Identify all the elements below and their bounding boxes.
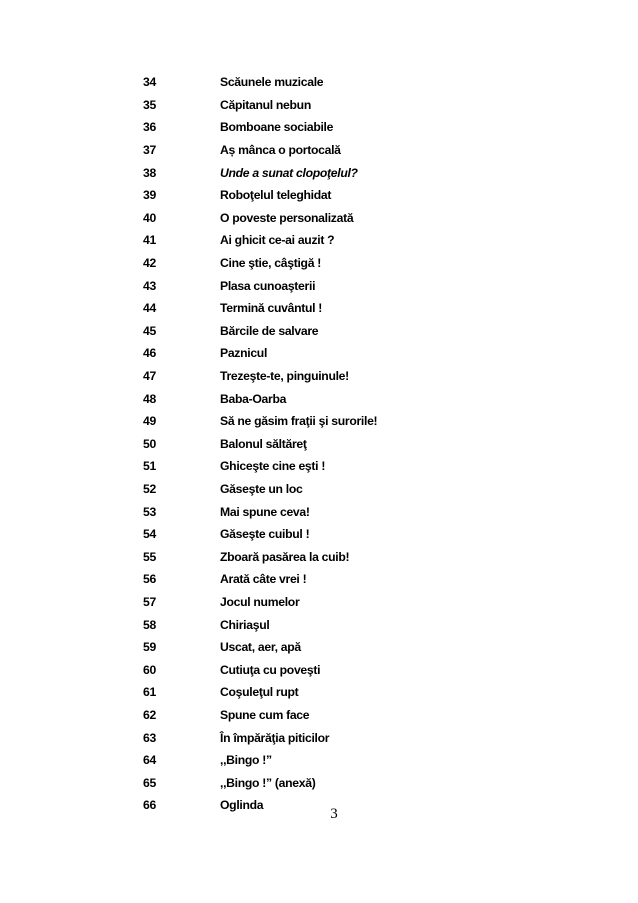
item-title: Aș mânca o portocală bbox=[220, 143, 341, 158]
list-item bbox=[143, 274, 563, 297]
item-title: Termină cuvântul ! bbox=[220, 301, 323, 316]
item-number: 51 bbox=[143, 459, 156, 474]
item-title: Scăunele muzicale bbox=[220, 75, 324, 90]
item-title: Unde a sunat clopoţelul? bbox=[220, 165, 358, 180]
item-number: 43 bbox=[143, 278, 156, 293]
item-number: 52 bbox=[143, 481, 156, 496]
item-number: 48 bbox=[143, 391, 156, 406]
item-number: 66 bbox=[143, 798, 156, 813]
item-title: Chiriaşul bbox=[220, 617, 270, 632]
item-number: 60 bbox=[143, 662, 156, 677]
item-title: Roboţelul teleghidat bbox=[220, 188, 332, 203]
item-number: 37 bbox=[143, 143, 156, 158]
item-number: 35 bbox=[143, 97, 156, 112]
item-number: 64 bbox=[143, 753, 156, 768]
item-number: 62 bbox=[143, 707, 156, 722]
item-number: 50 bbox=[143, 436, 156, 451]
item-number: 46 bbox=[143, 346, 156, 361]
item-title: Plasa cunoaşterii bbox=[220, 278, 316, 293]
item-number: 47 bbox=[143, 369, 156, 384]
item-number: 56 bbox=[143, 572, 156, 587]
item-title: Zboară pasărea la cuib! bbox=[220, 549, 350, 564]
list-item bbox=[143, 591, 563, 614]
item-number: 44 bbox=[143, 301, 156, 316]
item-number: 57 bbox=[143, 594, 156, 609]
list-item bbox=[143, 704, 563, 727]
item-title: Găseşte un loc bbox=[220, 481, 303, 496]
list-item bbox=[143, 658, 563, 681]
item-number: 45 bbox=[143, 323, 156, 338]
list-item bbox=[143, 161, 563, 184]
item-number: 39 bbox=[143, 188, 156, 203]
item-title: Uscat, aer, apă bbox=[220, 640, 301, 655]
game-index-list bbox=[143, 71, 563, 817]
list-item bbox=[143, 749, 563, 772]
list-item bbox=[143, 94, 563, 117]
list-item bbox=[143, 252, 563, 275]
item-number: 65 bbox=[143, 775, 156, 790]
item-title: Jocul numelor bbox=[220, 594, 300, 609]
list-item bbox=[143, 523, 563, 546]
item-number: 63 bbox=[143, 730, 156, 745]
item-title: Balonul săltăreţ bbox=[220, 436, 307, 451]
list-item bbox=[143, 229, 563, 252]
list-item bbox=[143, 410, 563, 433]
item-number: 53 bbox=[143, 504, 156, 519]
list-item bbox=[143, 433, 563, 456]
list-item bbox=[143, 500, 563, 523]
list-item bbox=[143, 478, 563, 501]
item-number: 41 bbox=[143, 233, 156, 248]
item-title: O poveste personalizată bbox=[220, 210, 354, 225]
list-item bbox=[143, 184, 563, 207]
item-number: 40 bbox=[143, 210, 156, 225]
item-title: Cutiuţa cu poveşti bbox=[220, 662, 321, 677]
list-item bbox=[143, 116, 563, 139]
item-title: Trezeşte-te, pinguinule! bbox=[220, 369, 349, 384]
item-title: Oglinda bbox=[220, 798, 264, 813]
item-title: Ai ghicit ce-ai auzit ? bbox=[220, 233, 335, 248]
list-item bbox=[143, 139, 563, 162]
item-title: În împărăţia piticilor bbox=[220, 730, 330, 745]
item-title: Ghiceşte cine eşti ! bbox=[220, 459, 326, 474]
item-number: 61 bbox=[143, 685, 156, 700]
item-number: 58 bbox=[143, 617, 156, 632]
list-item bbox=[143, 726, 563, 749]
list-item bbox=[143, 455, 563, 478]
item-number: 34 bbox=[143, 75, 156, 90]
list-item bbox=[143, 342, 563, 365]
item-title: Căpitanul nebun bbox=[220, 97, 311, 112]
item-title: Spune cum face bbox=[220, 707, 310, 722]
item-number: 59 bbox=[143, 640, 156, 655]
item-title: Găseşte cuibul ! bbox=[220, 527, 310, 542]
list-item bbox=[143, 545, 563, 568]
list-item bbox=[143, 771, 563, 794]
item-title: ,,Bingo !” (anexă) bbox=[220, 775, 316, 790]
item-title: Să ne găsim fraţii şi surorile! bbox=[220, 414, 378, 429]
page-number: 3 bbox=[330, 806, 338, 822]
list-item bbox=[143, 365, 563, 388]
item-number: 38 bbox=[143, 165, 156, 180]
item-title: Mai spune ceva! bbox=[220, 504, 310, 519]
item-number: 54 bbox=[143, 527, 156, 542]
item-number: 36 bbox=[143, 120, 156, 135]
item-title: Coşuleţul rupt bbox=[220, 685, 299, 700]
item-title: Baba-Oarba bbox=[220, 391, 287, 406]
list-item bbox=[143, 568, 563, 591]
item-title: ,,Bingo !” bbox=[220, 753, 272, 768]
list-item bbox=[143, 387, 563, 410]
list-item bbox=[143, 297, 563, 320]
list-item bbox=[143, 613, 563, 636]
item-title: Arată câte vrei ! bbox=[220, 572, 307, 587]
list-item bbox=[143, 71, 563, 94]
list-item bbox=[143, 681, 563, 704]
item-number: 55 bbox=[143, 549, 156, 564]
item-title: Bărcile de salvare bbox=[220, 323, 319, 338]
item-title: Paznicul bbox=[220, 346, 268, 361]
item-number: 49 bbox=[143, 414, 156, 429]
list-item bbox=[143, 636, 563, 659]
list-item bbox=[143, 207, 563, 230]
list-item bbox=[143, 320, 563, 343]
item-number: 42 bbox=[143, 256, 156, 271]
item-title: Bomboane sociabile bbox=[220, 120, 334, 135]
item-title: Cine ştie, câştigă ! bbox=[220, 256, 322, 271]
